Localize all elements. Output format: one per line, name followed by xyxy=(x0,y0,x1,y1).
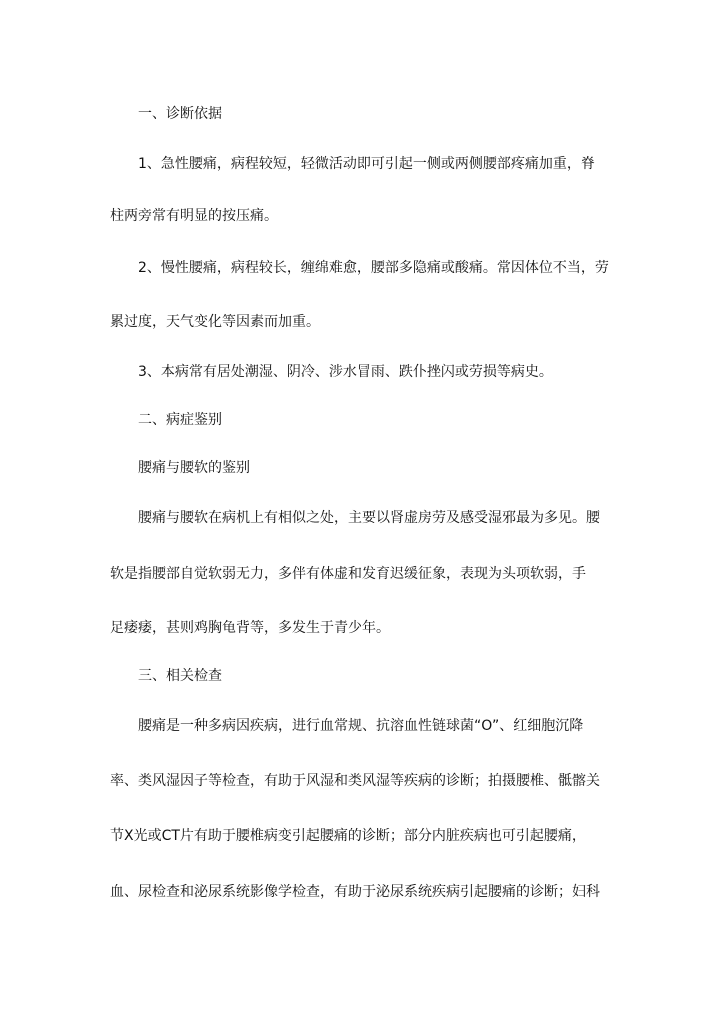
heading-diagnosis-basis: 一、诊断依据 xyxy=(138,106,222,122)
paragraph-line: 软是指腰部自觉软弱无力，多伴有体虚和发育迟缓征象，表现为头项软弱，手 xyxy=(110,566,586,582)
paragraph-line: 率、类风湿因子等检查，有助于风湿和类风湿等疾病的诊断；拍摄腰椎、骶髂关 xyxy=(110,773,600,789)
paragraph-line: 3、本病常有居处潮湿、阴冷、涉水冒雨、跌仆挫闪或劳损等病史。 xyxy=(138,364,553,380)
paragraph-line: 血、尿检查和泌尿系统影像学检查，有助于泌尿系统疾病引起腰痛的诊断；妇科 xyxy=(110,884,600,900)
paragraph-line: 足痿痿，甚则鸡胸龟背等，多发生于青少年。 xyxy=(110,620,390,636)
paragraph-line: 1、急性腰痛，病程较短，轻微活动即可引起一侧或两侧腰部疼痛加重，脊 xyxy=(138,156,595,172)
heading-related-examinations: 三、相关检查 xyxy=(138,668,222,684)
paragraph-line: 2、慢性腰痛，病程较长，缠绵难愈，腰部多隐痛或酸痛。常因体位不当，劳 xyxy=(138,260,609,276)
paragraph-line: 腰痛与腰软在病机上有相似之处，主要以肾虚房劳及感受湿邪最为多见。腰 xyxy=(138,510,600,526)
paragraph-line: 柱两旁常有明显的按压痛。 xyxy=(110,208,278,224)
heading-differential-diagnosis: 二、病症鉴别 xyxy=(138,412,222,428)
subheading-lumbago-vs-weakness: 腰痛与腰软的鉴别 xyxy=(138,460,250,476)
paragraph-line: 节X光或CT片有助于腰椎病变引起腰痛的诊断；部分内脏疾病也可引起腰痛， xyxy=(110,828,586,844)
paragraph-line: 累过度，天气变化等因素而加重。 xyxy=(110,314,320,330)
paragraph-line: 腰痛是一种多病因疾病，进行血常规、抗溶血性链球菌“O”、红细胞沉降 xyxy=(138,718,584,734)
